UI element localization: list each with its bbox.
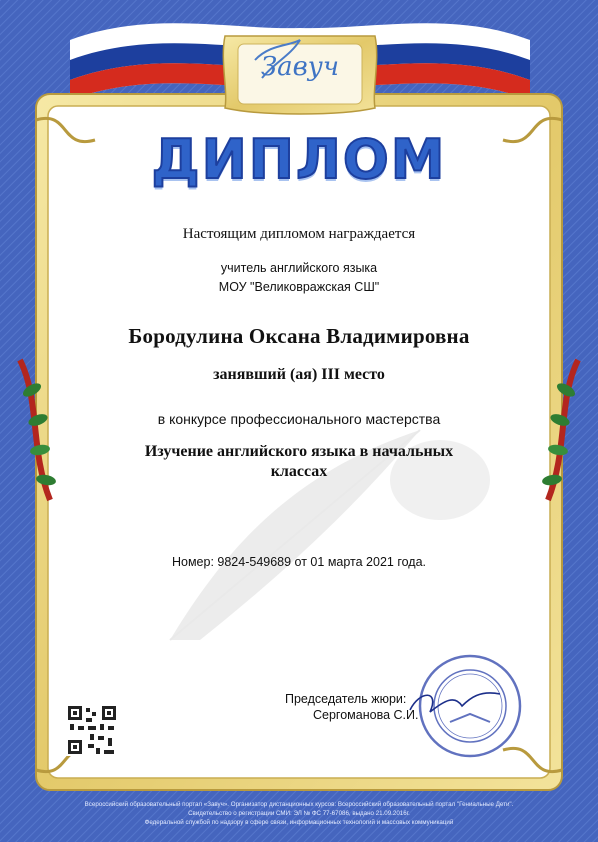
footer-line-2: Свидетельство о регистрации СМИ: ЭЛ № ФС 77-67086, выдано 21.09.2016г. xyxy=(188,810,410,817)
footer-line-1: Всероссийский образовательный портал «Завуч». Организатор дистанционных курсов: Всероссийский образовательный портал "Гениальные Дети". xyxy=(84,801,514,808)
work-title: Изучение английского языка в начальных классах xyxy=(144,443,454,480)
intro-text: Настоящим дипломом награждается xyxy=(182,226,416,242)
jury-title: Председатель жюри: xyxy=(285,692,407,706)
recipient-name: Бородулина Оксана Владимировна xyxy=(128,324,470,348)
footer xyxy=(40,800,558,827)
jury-name: Сергоманова С.И. xyxy=(313,708,419,722)
position-line-2: МОУ "Великовражская СШ" xyxy=(218,280,380,294)
contest-text: в конкурсе профессионального мастерства xyxy=(157,411,441,427)
position-line-1: учитель английского языка xyxy=(220,261,378,275)
qr-code xyxy=(66,704,118,756)
place-text: занявший (ая) III место xyxy=(213,366,385,383)
diploma-title xyxy=(0,128,598,191)
footer-line-3: Федеральной службой по надзору в сфере связи, информационных технологий и массовых коммуникаций xyxy=(144,819,454,826)
title-text: ДИПЛОМ xyxy=(151,128,447,191)
logo-text: Завуч xyxy=(260,52,340,82)
diploma-number: Номер: 9824-549689 от 01 марта 2021 года. xyxy=(171,555,427,569)
